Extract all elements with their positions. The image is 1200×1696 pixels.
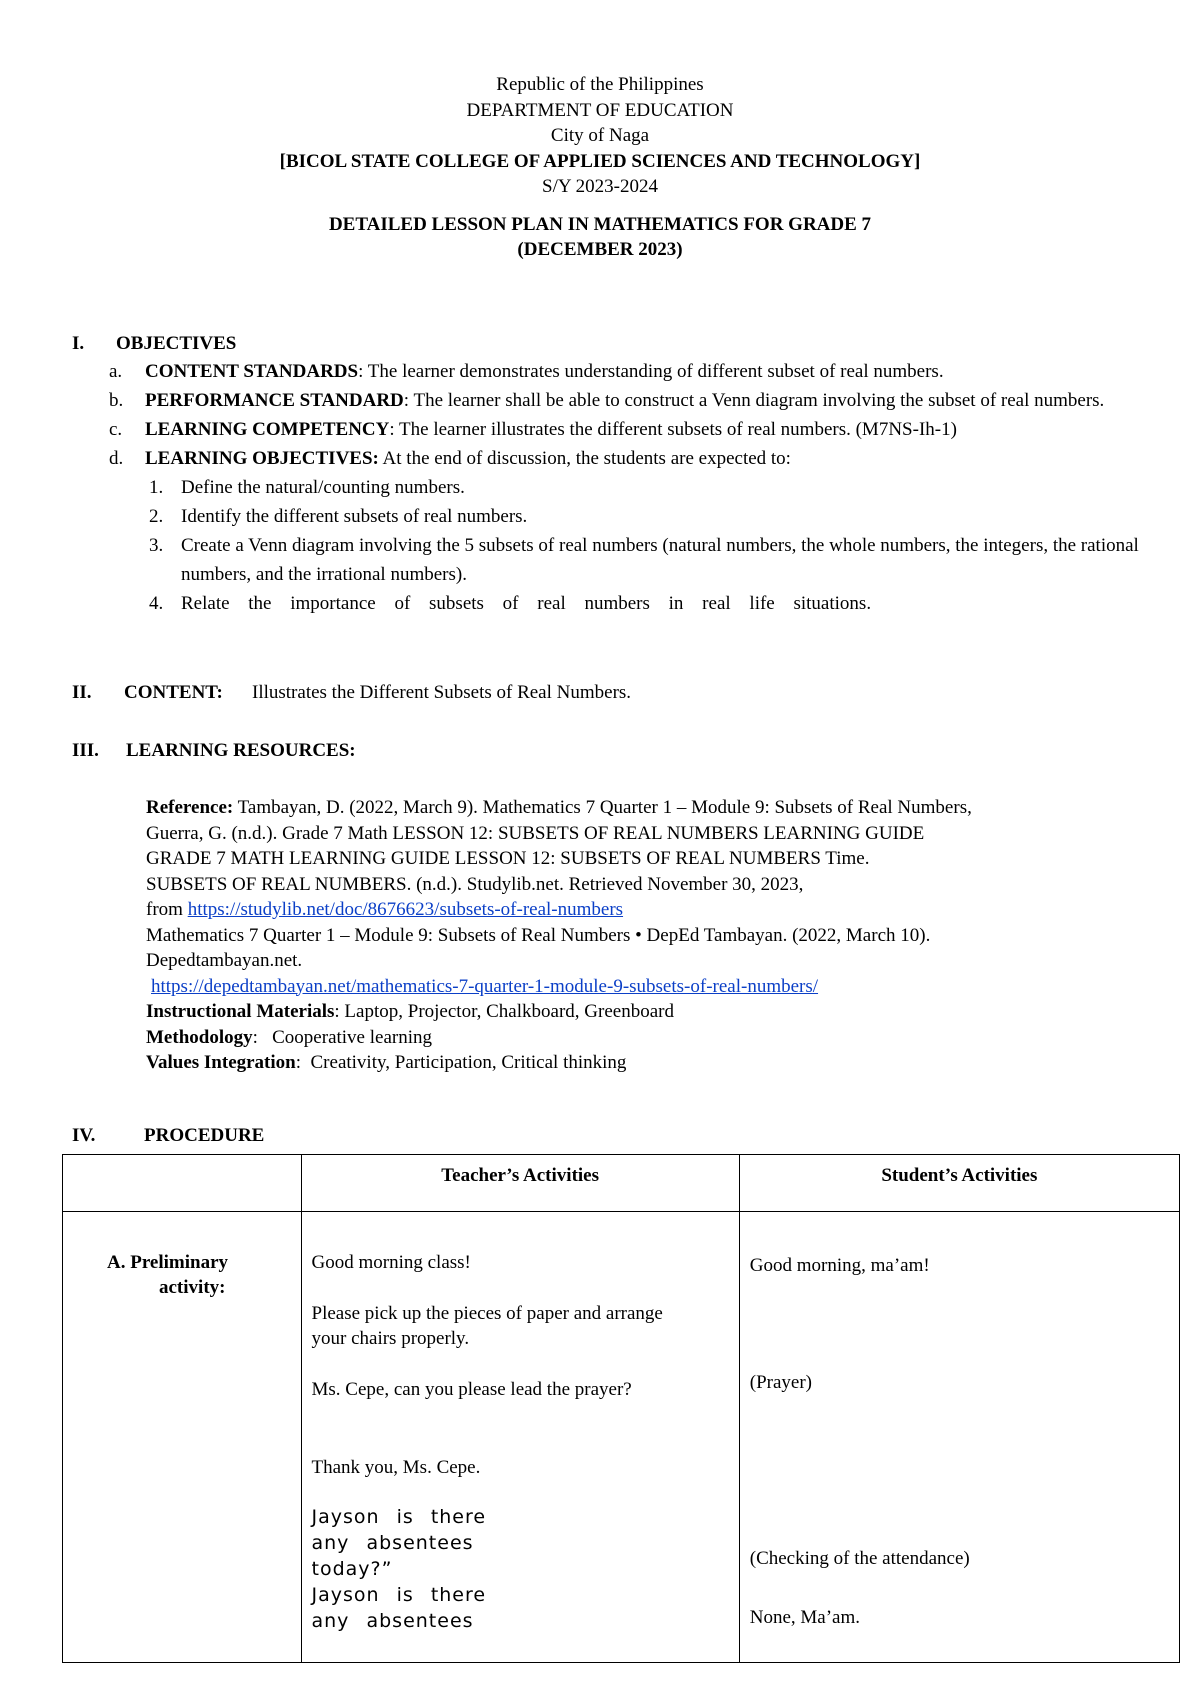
section-number: III. bbox=[72, 740, 99, 761]
teacher-line: any absentees bbox=[311, 1532, 474, 1554]
teacher-line: any absentees bbox=[311, 1610, 474, 1632]
objective-content-standards: a. CONTENT STANDARDS: The learner demonstrates understanding of different subset of real numbers. bbox=[109, 361, 944, 382]
reference-line bbox=[146, 974, 1146, 1000]
objective-performance-standard: b. PERFORMANCE STANDARD: The learner shall be able to construct a Venn diagram involving the subset of real numbers. bbox=[109, 390, 1105, 411]
depedtambayan-link[interactable]: https://depedtambayan.net/mathematics-7-quarter-1-module-9-subsets-of-real-numbers/ bbox=[151, 975, 819, 997]
reference-line: SUBSETS OF REAL NUMBERS. (n.d.). Studylib.net. Retrieved November 30, 2023, bbox=[146, 873, 804, 895]
teacher-line: today?” bbox=[311, 1558, 393, 1580]
section-number: IV. bbox=[72, 1125, 96, 1146]
section-title: LEARNING RESOURCES: bbox=[126, 740, 356, 761]
table-row bbox=[63, 1212, 1180, 1663]
activity-label-cell bbox=[63, 1212, 301, 1662]
reference-line: Reference: Tambayan, D. (2022, March 9). Mathematics 7 Quarter 1 – Module 9: Subsets of Real Numbers, bbox=[146, 797, 972, 818]
student-line: (Prayer) bbox=[749, 1372, 812, 1393]
header-school-year: S/Y 2023-2024 bbox=[542, 176, 658, 197]
learning-objective-item: 4. Relate the importance of subsets of real numbers in real life situations. bbox=[149, 593, 872, 614]
document-title: DETAILED LESSON PLAN IN MATHEMATICS FOR GRADE 7 bbox=[328, 213, 872, 235]
student-line: (Checking of the attendance) bbox=[749, 1548, 970, 1569]
column-header-teacher: Teacher’s Activities bbox=[301, 1155, 739, 1212]
objectives-list bbox=[109, 357, 1139, 618]
objective-learning-objectives: d. LEARNING OBJECTIVES: At the end of discussion, the students are expected to: bbox=[109, 448, 791, 469]
table-header-row bbox=[63, 1155, 1180, 1212]
teacher-line: Good morning class! bbox=[311, 1252, 471, 1273]
learning-resources-block bbox=[146, 795, 1146, 1076]
student-line: Good morning, ma’am! bbox=[749, 1255, 930, 1276]
section-title: PROCEDURE bbox=[144, 1125, 265, 1146]
learning-objective-item: 2. Identify the different subsets of real numbers. bbox=[149, 506, 528, 527]
student-activities-cell bbox=[740, 1212, 1179, 1662]
header-city: City of Naga bbox=[550, 125, 650, 146]
teacher-line: Jayson is there bbox=[311, 1584, 487, 1606]
objective-learning-competency: c. LEARNING COMPETENCY: The learner illustrates the different subsets of real numbers. (M7NS-Ih-1) bbox=[109, 419, 957, 440]
header-republic: Republic of the Philippines bbox=[496, 74, 704, 95]
teacher-line: Thank you, Ms. Cepe. bbox=[311, 1457, 481, 1478]
content-topic: Illustrates the Different Subsets of Real Numbers. bbox=[252, 682, 632, 703]
teacher-line: Please pick up the pieces of paper and arrange bbox=[311, 1303, 663, 1324]
section-procedure-heading bbox=[72, 1125, 265, 1147]
column-header-student: Student’s Activities bbox=[739, 1155, 1179, 1212]
section-resources-heading bbox=[72, 740, 356, 762]
values-integration: Values Integration: Creativity, Participation, Critical thinking bbox=[146, 1052, 627, 1073]
reference-line: Mathematics 7 Quarter 1 – Module 9: Subsets of Real Numbers • DepEd Tambayan. (2022, March 10). bbox=[146, 924, 931, 946]
column-header-empty bbox=[63, 1155, 302, 1212]
reference-line: from https://studylib.net/doc/8676623/subsets-of-real-numbers bbox=[146, 899, 624, 920]
section-title: CONTENT: bbox=[124, 682, 223, 703]
document-date: (DECEMBER 2023) bbox=[517, 239, 683, 260]
teacher-line: your chairs properly. bbox=[311, 1328, 470, 1349]
student-line: None, Ma’am. bbox=[749, 1607, 861, 1628]
document-header bbox=[0, 72, 1200, 263]
learning-objective-item: 3. Create a Venn diagram involving the 5 subsets of real numbers (natural numbers, the whole numbers, the integers, the rational numbers, and the irrational numbers). bbox=[149, 535, 1139, 585]
section-content bbox=[72, 682, 632, 704]
section-title: OBJECTIVES bbox=[116, 333, 237, 354]
teacher-activities-cell bbox=[302, 1212, 739, 1662]
section-number: I. bbox=[72, 333, 85, 354]
learning-objective-item: 1. Define the natural/counting numbers. bbox=[149, 477, 465, 498]
section-objectives-heading bbox=[72, 333, 237, 355]
activity-label-a: A. Preliminary bbox=[107, 1252, 229, 1273]
reference-line: Guerra, G. (n.d.). Grade 7 Math LESSON 12: SUBSETS OF REAL NUMBERS LEARNING GUIDE bbox=[146, 822, 925, 844]
teacher-line: Ms. Cepe, can you please lead the prayer? bbox=[311, 1379, 632, 1400]
header-department: DEPARTMENT OF EDUCATION bbox=[466, 99, 734, 121]
reference-line: GRADE 7 MATH LEARNING GUIDE LESSON 12: SUBSETS OF REAL NUMBERS Time. bbox=[146, 848, 870, 869]
reference-line: Depedtambayan.net. bbox=[146, 950, 303, 971]
header-school: [BICOL STATE COLLEGE OF APPLIED SCIENCES AND TECHNOLOGY] bbox=[279, 150, 921, 172]
methodology: Methodology: Cooperative learning bbox=[146, 1026, 432, 1048]
studylib-link[interactable]: https://studylib.net/doc/8676623/subsets-of-real-numbers bbox=[187, 899, 624, 920]
activity-label-a-cont: activity: bbox=[159, 1277, 226, 1298]
instructional-materials: Instructional Materials: Laptop, Projector, Chalkboard, Greenboard bbox=[146, 1001, 674, 1022]
procedure-table bbox=[62, 1154, 1180, 1663]
section-number: II. bbox=[72, 682, 92, 703]
teacher-line: Jayson is there bbox=[311, 1506, 487, 1528]
